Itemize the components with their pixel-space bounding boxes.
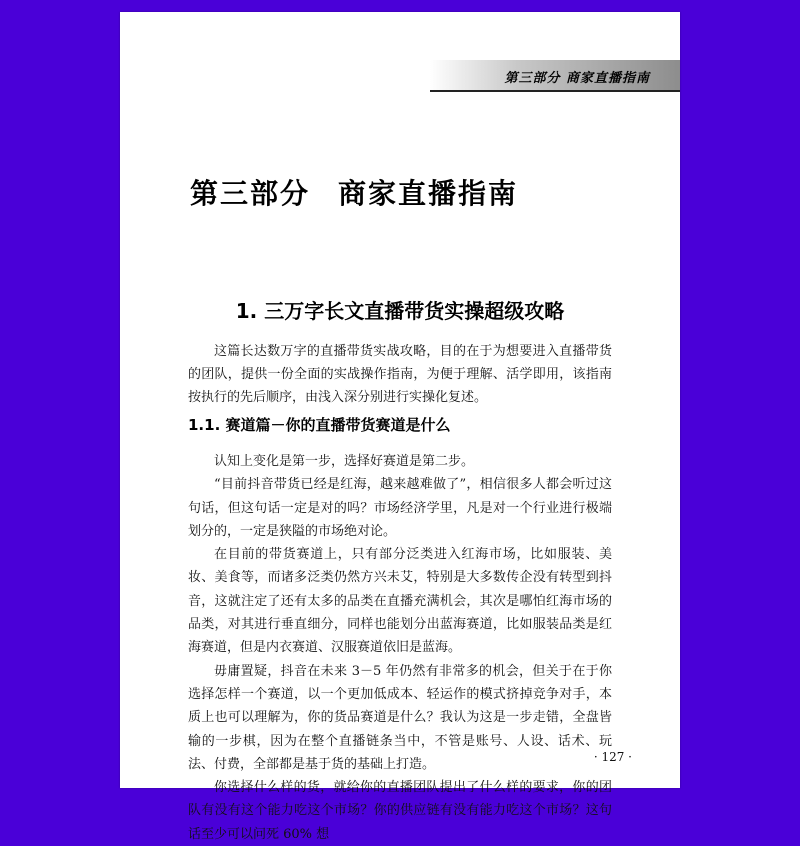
running-header-title: 第三部分 商家直播指南 xyxy=(504,71,650,86)
part-title-number: 第三部分 xyxy=(190,177,311,210)
page-number: · 127 · xyxy=(593,750,632,764)
running-header xyxy=(430,60,680,94)
body-paragraph: “目前抖音带货已经是红海，越来越难做了”，相信很多人都会听过这句话，但这句话一定是对的吗？市场经济学里，凡是对一个行业进行极端划分的，一定是狭隘的市场绝对论。 xyxy=(188,477,612,539)
header-rule xyxy=(430,90,680,92)
body-paragraph: 在目前的带货赛道上，只有部分泛类进入红海市场，比如服装、美妆、美食等，而诸多泛类仍然方兴未艾，特别是大多数传企没有转型到抖音，这就注定了还有太多的品类在直播充满机会，其次是哪怕红海市场的品类，对其进行垂直细分，同样也能划分出蓝海赛道，比如服装品类是红海赛道，但是内衣赛道、汉服赛道依旧是蓝海。 xyxy=(188,547,612,656)
body-paragraph: 认知上变化是第一步，选择好赛道是第二步。 xyxy=(214,454,475,469)
section-title: 1.1. 赛道篇－你的直播带货赛道是什么 xyxy=(188,416,451,434)
intro-paragraph: 这篇长达数万字的直播带货实战攻略，目的在于为想要进入直播带货的团队，提供一份全面的实战操作指南，为便于理解、活学即用，该指南按执行的先后顺序，由浅入深分别进行实操化复述。 xyxy=(188,344,612,405)
body-paragraph: 你选择什么样的货，就给你的直播团队提出了什么样的要求，你的团队有没有这个能力吃这个市场？你的供应链有没有能力吃这个市场？这句话至少可以问死 60% 想 xyxy=(188,780,612,842)
body-text xyxy=(188,450,612,846)
chapter-title: 1. 三万字长文直播带货实操超级攻略 xyxy=(235,299,565,323)
part-title xyxy=(190,172,518,212)
part-title-name: 商家直播指南 xyxy=(338,177,519,210)
body-paragraph: 毋庸置疑，抖音在未来 3－5 年仍然有非常多的机会，但关于在于你选择怎样一个赛道，以一个更加低成本、轻运作的模式挤掉竞争对手，本质上也可以理解为，你的货品赛道是什么？我认为这是一步走错，全盘皆输的一步棋，因为在整个直播链条当中，不管是账号、人设、话术、玩法、付费，全部都是基于货的基础上打造。 xyxy=(188,663,612,772)
book-page xyxy=(120,12,680,842)
